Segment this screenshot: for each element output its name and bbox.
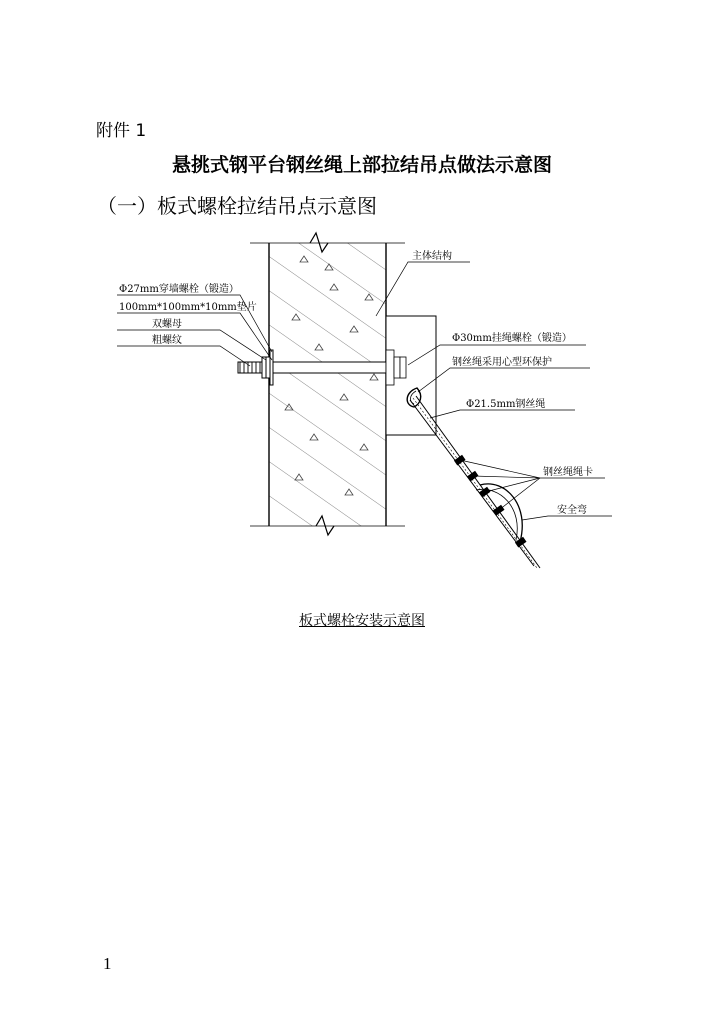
label-double-nut: 双螺母: [152, 319, 182, 330]
page-number: 1: [103, 954, 112, 973]
label-coarse-thread: 粗螺纹: [152, 335, 182, 346]
label-washer: 100mm*100mm*10mm垫片: [119, 302, 257, 313]
label-wall-bolt: Φ27mm穿墙螺栓（锻造）: [119, 284, 239, 295]
label-rope-clip: 钢丝绳绳卡: [543, 467, 593, 478]
label-thimble: 钢丝绳采用心型环保护: [452, 357, 552, 368]
attachment-label: 附件 1: [96, 121, 147, 141]
section-heading: （一）板式螺栓拉结吊点示意图: [97, 194, 377, 218]
figure-caption: 板式螺栓安装示意图: [299, 613, 425, 629]
label-hanging-bolt: Φ30mm挂绳螺栓（锻造）: [452, 333, 572, 344]
label-safety-bend: 安全弯: [557, 505, 587, 516]
label-wire-rope: Φ21.5mm钢丝绳: [466, 399, 546, 410]
anchor-plate: [386, 316, 436, 435]
document-title: 悬挑式钢平台钢丝绳上部拉结吊点做法示意图: [171, 154, 552, 176]
label-main-structure: 主体结构: [412, 251, 452, 262]
